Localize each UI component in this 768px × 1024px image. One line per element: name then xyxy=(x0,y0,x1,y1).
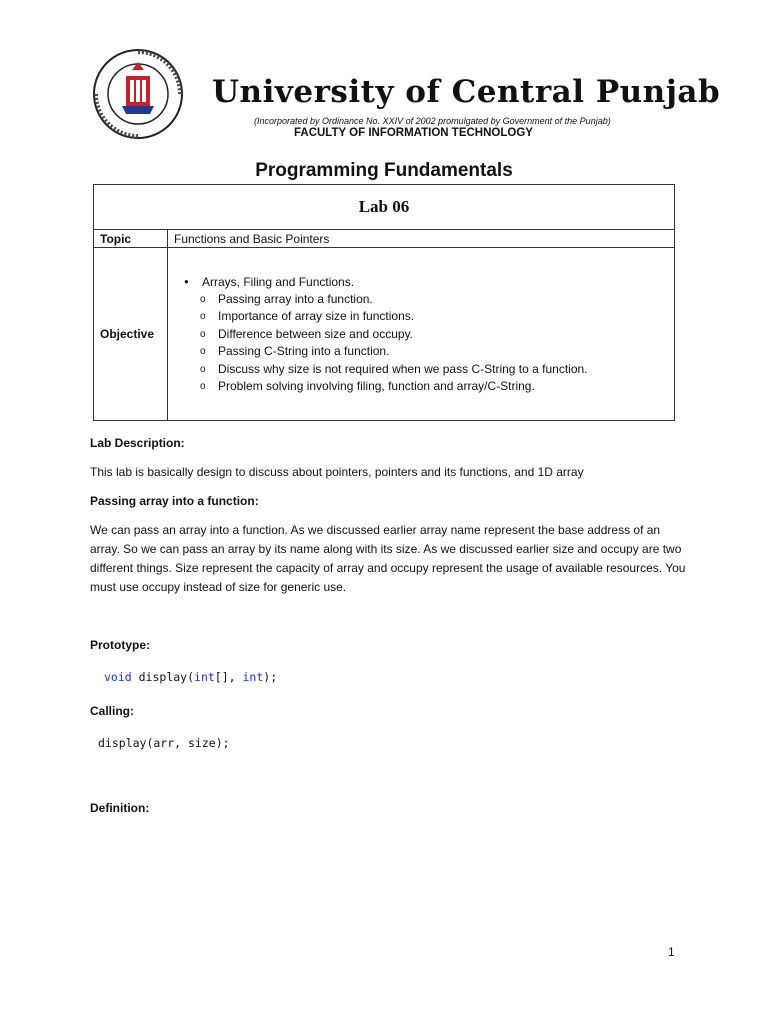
objective-item: o Importance of array size in functions. xyxy=(190,308,668,326)
prototype-heading: Prototype: xyxy=(90,638,150,652)
objective-main-text: Arrays, Filing and Functions. xyxy=(202,274,355,289)
objective-item: o Problem solving involving filing, function and array/C-String. xyxy=(190,378,668,396)
objective-main-item xyxy=(190,273,668,396)
objective-item: o Passing array into a function. xyxy=(190,291,668,309)
university-name: University of Central Punjab xyxy=(212,74,721,110)
objective-item: o Discuss why size is not required when we pass C-String to a function. xyxy=(190,361,668,379)
objective-list xyxy=(168,248,675,421)
lab-description-text: This lab is basically design to discuss about pointers, pointers and its functions, and 1D array xyxy=(90,465,584,479)
code-params: [], xyxy=(214,670,243,684)
calling-heading: Calling: xyxy=(90,704,134,718)
incorporation-note: (Incorporated by Ordinance No. XXIV of 2002 promulgated by Government of the Punjab) xyxy=(254,116,611,126)
page-number: 1 xyxy=(668,945,675,959)
definition-heading: Definition: xyxy=(90,801,150,815)
keyword-int: int xyxy=(242,670,264,684)
passing-array-paragraph: We can pass an array into a function. As we discussed earlier array name represent the base address of an array. So we can pass an array by its name along with its size. As we discussed earlier size and occupy are two different things. Size represent the capacity of array and occupy represent the usage of available resources. You must use occupy instead of size for generic use. xyxy=(90,523,686,594)
objective-label: Objective xyxy=(94,248,168,421)
keyword-void: void xyxy=(104,670,132,684)
keyword-int: int xyxy=(194,670,215,684)
objective-item: o Passing C-String into a function. xyxy=(190,343,668,361)
objective-item: o Difference between size and occupy. xyxy=(190,326,668,344)
lab-description-heading: Lab Description: xyxy=(90,436,185,450)
code-function-name: display( xyxy=(131,670,195,684)
passing-array-heading: Passing array into a function: xyxy=(90,494,259,508)
faculty-name: FACULTY OF INFORMATION TECHNOLOGY xyxy=(294,127,533,139)
topic-value: Functions and Basic Pointers xyxy=(168,230,675,248)
calling-code: display(arr, size); xyxy=(98,736,230,750)
lab-number: Lab 06 xyxy=(94,185,675,230)
document-title: Programming Fundamentals xyxy=(255,160,513,181)
topic-label: Topic xyxy=(94,230,168,248)
prototype-code xyxy=(104,670,277,684)
code-end: ); xyxy=(263,670,278,684)
university-logo xyxy=(92,48,184,140)
lab-info-table xyxy=(93,184,675,421)
